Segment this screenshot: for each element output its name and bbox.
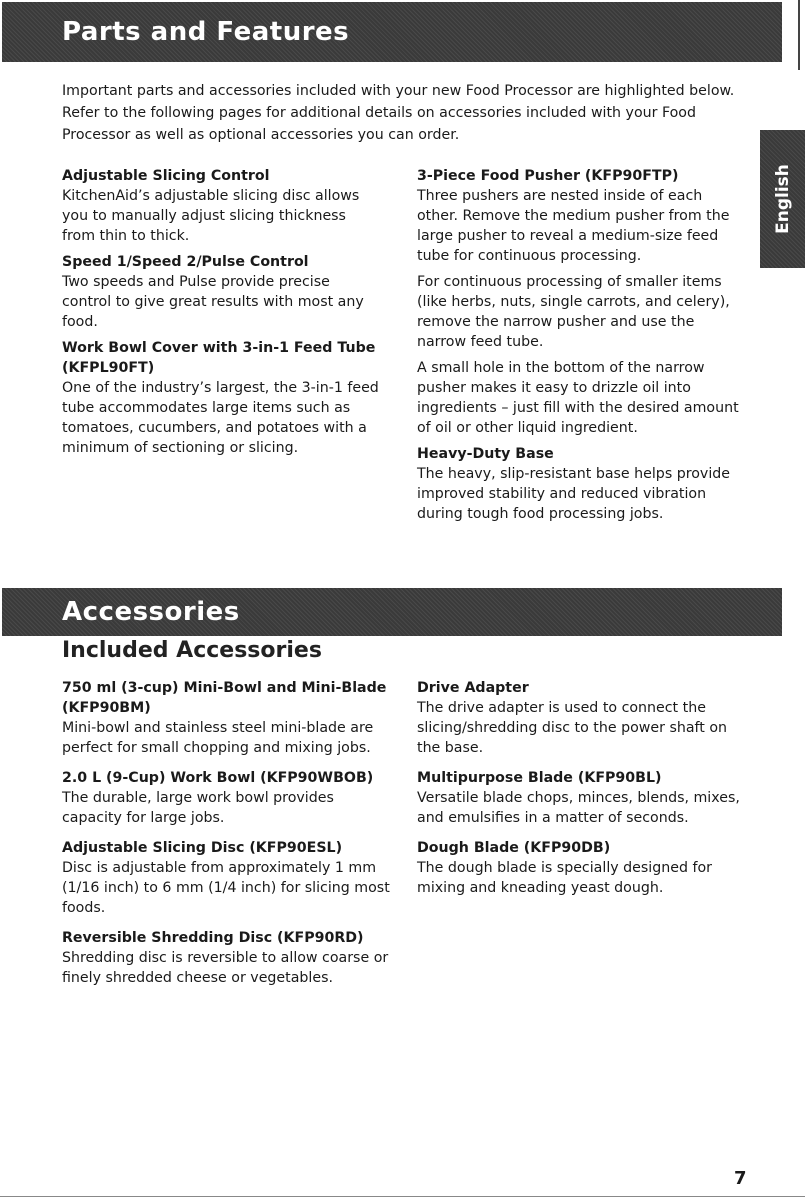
item-description: Disc is adjustable from approximately 1 mm (1/16 inch) to 6 mm (1/4 inch) for slicing most foods. bbox=[62, 860, 390, 916]
item-description: Three pushers are nested inside of each other. Remove the medium pusher from the large pusher to reveal a medium-size feed tube for continuous processing. bbox=[417, 188, 730, 264]
item-title: Speed 1/Speed 2/Pulse Control bbox=[62, 254, 309, 270]
features-left-column bbox=[62, 166, 382, 464]
item-title: 2.0 L (9-Cup) Work Bowl (KFP90WBOB) bbox=[62, 770, 374, 786]
item-title: Adjustable Slicing Control bbox=[62, 168, 270, 184]
item-description: The durable, large work bowl provides capacity for large jobs. bbox=[62, 790, 334, 826]
feature-item bbox=[417, 768, 747, 828]
feature-item bbox=[417, 166, 742, 438]
item-description: Mini-bowl and stainless steel mini-blade are perfect for small chopping and mixing jobs. bbox=[62, 720, 374, 756]
item-description: Versatile blade chops, minces, blends, mixes, and emulsifies in a matter of seconds. bbox=[417, 790, 740, 826]
feature-item bbox=[62, 678, 397, 758]
feature-item bbox=[417, 678, 747, 758]
section-banner-accessories bbox=[2, 588, 782, 636]
margin-rule bbox=[798, 0, 800, 70]
feature-item bbox=[62, 338, 382, 458]
item-title: 750 ml (3-cup) Mini-Bowl and Mini-Blade (KFP90BM) bbox=[62, 680, 387, 716]
item-title: Dough Blade (KFP90DB) bbox=[417, 840, 611, 856]
item-description: For continuous processing of smaller items (like herbs, nuts, single carrots, and celery), remove the narrow pusher and use the narrow feed tube. bbox=[417, 274, 730, 350]
feature-item bbox=[417, 838, 747, 898]
feature-item bbox=[62, 166, 382, 246]
included-accessories-heading: Included Accessories bbox=[62, 638, 322, 663]
item-title: Work Bowl Cover with 3-in-1 Feed Tube (KFPL90FT) bbox=[62, 340, 376, 376]
section-banner-parts-features bbox=[2, 2, 782, 62]
feature-item bbox=[62, 768, 397, 828]
item-title: Heavy-Duty Base bbox=[417, 446, 554, 462]
item-title: 3-Piece Food Pusher (KFP90FTP) bbox=[417, 168, 679, 184]
item-description: A small hole in the bottom of the narrow pusher makes it easy to drizzle oil into ingredients – just fill with the desired amount of oil or other liquid ingredient. bbox=[417, 360, 739, 436]
item-title: Drive Adapter bbox=[417, 680, 529, 696]
item-title: Reversible Shredding Disc (KFP90RD) bbox=[62, 930, 364, 946]
feature-item bbox=[62, 928, 397, 988]
item-description: KitchenAid’s adjustable slicing disc allows you to manually adjust slicing thickness from thin to thick. bbox=[62, 188, 360, 244]
features-right-column bbox=[417, 166, 742, 530]
item-title: Adjustable Slicing Disc (KFP90ESL) bbox=[62, 840, 343, 856]
accessories-left-column bbox=[62, 678, 397, 998]
item-description: The heavy, slip-resistant base helps provide improved stability and reduced vibration during tough food processing jobs. bbox=[417, 466, 730, 522]
section-title: Accessories bbox=[62, 597, 240, 627]
feature-item bbox=[62, 838, 397, 918]
language-tab-label: English bbox=[772, 164, 793, 234]
language-tab bbox=[760, 130, 805, 268]
feature-item bbox=[417, 444, 742, 524]
intro-paragraph: Important parts and accessories included with your new Food Processor are highlighted below. Refer to the following pages for additional details on accessories included with your Food Processor as well as optional accessories you can order. bbox=[62, 83, 735, 143]
item-description: The drive adapter is used to connect the slicing/shredding disc to the power shaft on the base. bbox=[417, 700, 728, 756]
accessories-right-column bbox=[417, 678, 747, 908]
item-description: Two speeds and Pulse provide precise control to give great results with most any food. bbox=[62, 274, 364, 330]
item-description: One of the industry’s largest, the 3-in-1 feed tube accommodates large items such as tomatoes, cucumbers, and potatoes with a minimum of sectioning or slicing. bbox=[62, 380, 379, 456]
feature-item bbox=[62, 252, 382, 332]
section-title: Parts and Features bbox=[62, 17, 350, 47]
page-number: 7 bbox=[734, 1168, 747, 1189]
item-description: Shredding disc is reversible to allow coarse or finely shredded cheese or vegetables. bbox=[62, 950, 389, 986]
item-description: The dough blade is specially designed for mixing and kneading yeast dough. bbox=[417, 860, 712, 896]
item-title: Multipurpose Blade (KFP90BL) bbox=[417, 770, 662, 786]
bottom-rule bbox=[0, 1196, 805, 1197]
